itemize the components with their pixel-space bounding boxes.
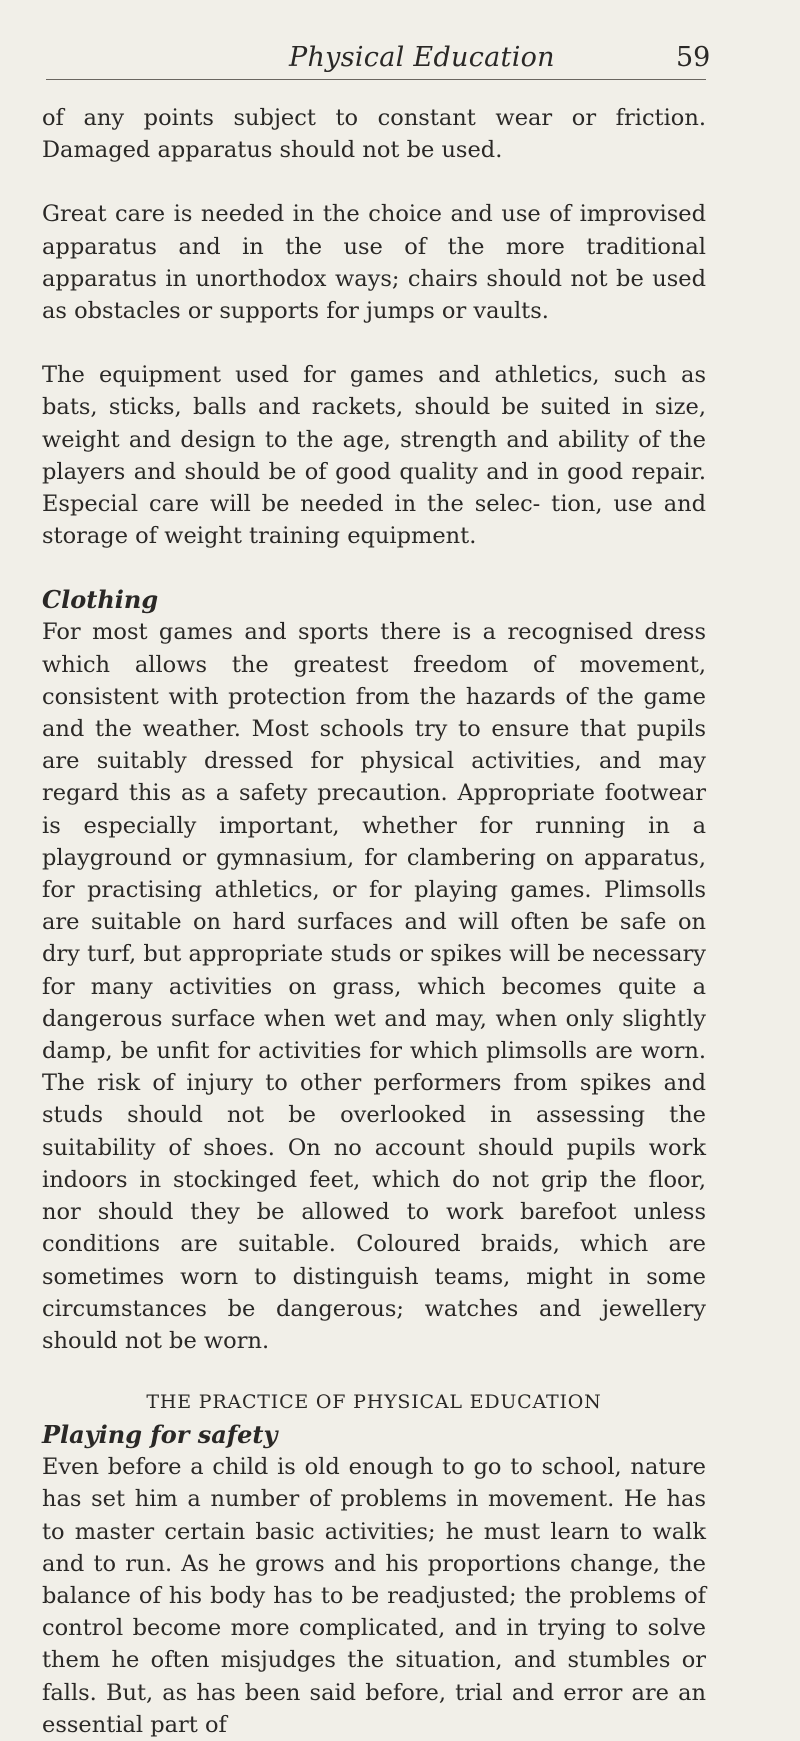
paragraph-clothing: For most games and sports there is a recognised dress which allows the greatest freedom of movement, consistent with protection from the hazards of the game and the weather. Most schools try to ensure that pupils are suitably dressed for physical activities, and may regard this as a safety precaution. Appropriate footwear is especially important, whether for running in a playground or gymnasium, for clambering on apparatus, for practising athletics, or for playing games. Plimsolls are suitable on hard surfaces and will often be safe on dry turf, but appropriate studs or spikes will be necessary for many activities on grass, which becomes quite a dangerous surface when wet and may, when only slightly damp, be unfit for activities for which plimsolls are worn. The risk of injury to other performers from spikes and studs should not be overlooked in assessing the suitability of shoes. On no account should pupils work indoors in stockinged feet, which do not grip the floor, nor should they be allowed to work barefoot unless conditions are suitable. Coloured braids, which are sometimes worn to distinguish teams, might in some circumstances be dangerous; watches and jewellery should not be worn. <box>42 619 706 1354</box>
paragraph-equipment: The equipment used for games and athletics, such as bats, sticks, balls and rackets, should be suited in size, weight and design to the age, strength and ability of the players and should be of good quality and in good repair. Especial care will be needed in the selec- tion, use and storage of weight training equipment. <box>42 362 706 550</box>
paragraph-apparatus-wear: of any points subject to constant wear or friction. Damaged apparatus should not be used. <box>42 105 706 164</box>
page-number: 59 <box>676 42 711 73</box>
playing-for-safety-heading: Playing for safety <box>42 1420 278 1450</box>
section-heading: THE PRACTICE OF PHYSICAL EDUCATION <box>146 1391 602 1414</box>
running-header <box>0 42 800 80</box>
page-body <box>42 102 706 1741</box>
paragraph-improvised-apparatus: Great care is needed in the choice and use of improvised apparatus and in the use of the more traditional apparatus in unorthodox ways; chairs should not be used as obstacles or supports for jumps or vaults. <box>42 201 706 325</box>
clothing-heading: Clothing <box>42 585 159 615</box>
paragraph-playing-for-safety: Even before a child is old enough to go to school, nature has set him a number of problems in movement. He has to master certain basic activities; he must learn to walk and to run. As he grows and his proportions change, the balance of his body has to be readjusted; the problems of control become more complicated, and in trying to solve them he often misjudges the situation, and stumbles or falls. But, as has been said before, trial and error are an essential part of <box>42 1454 706 1738</box>
header-rule <box>46 79 706 80</box>
running-title: Physical Education <box>289 42 555 73</box>
